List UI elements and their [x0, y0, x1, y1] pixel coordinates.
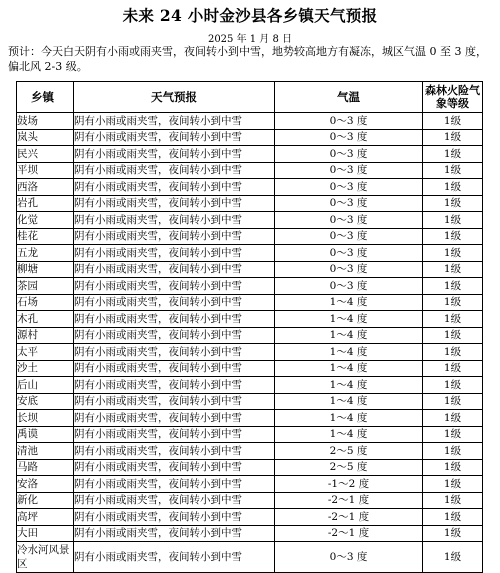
table-row: [17, 228, 483, 245]
town-cell: 民兴: [17, 146, 74, 163]
table-row: [17, 344, 483, 361]
forecast-cell: 阴有小雨或雨夹雪，夜间转小到中雪: [74, 327, 275, 344]
town-cell: 安洛: [17, 476, 74, 493]
header-temperature: 气温: [275, 82, 423, 113]
forecast-cell: 阴有小雨或雨夹雪，夜间转小到中雪: [74, 360, 275, 377]
header-forecast: 天气预报: [74, 82, 275, 113]
table-row: [17, 476, 483, 493]
temperature-cell: 0～3 度: [275, 179, 423, 196]
table-body: [17, 113, 483, 573]
table-row: [17, 509, 483, 526]
temperature-cell: 0～3 度: [275, 261, 423, 278]
fire-risk-cell: 1级: [423, 129, 483, 146]
forecast-cell: 阴有小雨或雨夹雪，夜间转小到中雪: [74, 459, 275, 476]
forecast-summary: 预计：今天白天阴有小雨或雨夹雪，夜间转小到中雪，地势较高地方有凝冻，城区气温 0 至 3 度，偏北风 2-3 级。: [8, 45, 487, 73]
forecast-cell: 阴有小雨或雨夹雪，夜间转小到中雪: [74, 195, 275, 212]
fire-risk-cell: 1级: [423, 294, 483, 311]
table-row: [17, 410, 483, 427]
table-row: [17, 492, 483, 509]
fire-risk-cell: 1级: [423, 113, 483, 130]
fire-risk-cell: 1级: [423, 426, 483, 443]
temperature-cell: 1～4 度: [275, 344, 423, 361]
table-row: [17, 129, 483, 146]
fire-risk-cell: 1级: [423, 377, 483, 394]
fire-risk-cell: 1级: [423, 393, 483, 410]
temperature-cell: 0～3 度: [275, 195, 423, 212]
town-cell: 安底: [17, 393, 74, 410]
forecast-cell: 阴有小雨或雨夹雪，夜间转小到中雪: [74, 129, 275, 146]
table-row: [17, 294, 483, 311]
town-cell: 马路: [17, 459, 74, 476]
fire-risk-cell: 1级: [423, 146, 483, 163]
table-row: [17, 393, 483, 410]
fire-risk-cell: 1级: [423, 459, 483, 476]
temperature-cell: 1～4 度: [275, 393, 423, 410]
town-cell: 平坝: [17, 162, 74, 179]
temperature-cell: 0～3 度: [275, 162, 423, 179]
forecast-cell: 阴有小雨或雨夹雪，夜间转小到中雪: [74, 179, 275, 196]
fire-risk-cell: 1级: [423, 278, 483, 295]
town-cell: 禹谟: [17, 426, 74, 443]
fire-risk-cell: 1级: [423, 476, 483, 493]
temperature-cell: 0～3 度: [275, 129, 423, 146]
forecast-cell: 阴有小雨或雨夹雪，夜间转小到中雪: [74, 525, 275, 542]
town-cell: 源村: [17, 327, 74, 344]
town-cell: 岚头: [17, 129, 74, 146]
temperature-cell: -1～2 度: [275, 476, 423, 493]
fire-risk-cell: 1级: [423, 228, 483, 245]
header-town: 乡镇: [17, 82, 74, 113]
table-row: [17, 195, 483, 212]
table-row: [17, 245, 483, 262]
forecast-cell: 阴有小雨或雨夹雪，夜间转小到中雪: [74, 212, 275, 229]
forecast-cell: 阴有小雨或雨夹雪，夜间转小到中雪: [74, 311, 275, 328]
forecast-cell: 阴有小雨或雨夹雪，夜间转小到中雪: [74, 344, 275, 361]
temperature-cell: 1～4 度: [275, 327, 423, 344]
forecast-cell: 阴有小雨或雨夹雪，夜间转小到中雪: [74, 146, 275, 163]
forecast-cell: 阴有小雨或雨夹雪，夜间转小到中雪: [74, 228, 275, 245]
town-cell: 后山: [17, 377, 74, 394]
temperature-cell: 0～3 度: [275, 113, 423, 130]
table-row: [17, 212, 483, 229]
forecast-cell: 阴有小雨或雨夹雪，夜间转小到中雪: [74, 377, 275, 394]
temperature-cell: 0～3 度: [275, 228, 423, 245]
fire-risk-cell: 1级: [423, 311, 483, 328]
fire-risk-cell: 1级: [423, 492, 483, 509]
fire-risk-cell: 1级: [423, 360, 483, 377]
town-cell: 沙土: [17, 360, 74, 377]
forecast-cell: 阴有小雨或雨夹雪，夜间转小到中雪: [74, 113, 275, 130]
temperature-cell: -2～1 度: [275, 492, 423, 509]
table-row: [17, 261, 483, 278]
temperature-cell: 2～5 度: [275, 443, 423, 460]
temperature-cell: -2～1 度: [275, 525, 423, 542]
fire-risk-cell: 1级: [423, 162, 483, 179]
forecast-cell: 阴有小雨或雨夹雪，夜间转小到中雪: [74, 476, 275, 493]
town-cell: 石场: [17, 294, 74, 311]
forecast-cell: 阴有小雨或雨夹雪，夜间转小到中雪: [74, 509, 275, 526]
fire-risk-cell: 1级: [423, 410, 483, 427]
fire-risk-cell: 1级: [423, 245, 483, 262]
table-row: [17, 327, 483, 344]
table-row: [17, 426, 483, 443]
table-row: [17, 179, 483, 196]
fire-risk-cell: 1级: [423, 212, 483, 229]
table-row: [17, 113, 483, 130]
forecast-cell: 阴有小雨或雨夹雪，夜间转小到中雪: [74, 410, 275, 427]
forecast-date: 2025 年 1 月 8 日: [207, 34, 293, 45]
table-row: [17, 360, 483, 377]
table-row: [17, 311, 483, 328]
table-row: [17, 278, 483, 295]
town-cell: 西洛: [17, 179, 74, 196]
forecast-cell: 阴有小雨或雨夹雪，夜间转小到中雪: [74, 492, 275, 509]
fire-risk-cell: 1级: [423, 261, 483, 278]
temperature-cell: 1～4 度: [275, 410, 423, 427]
fire-risk-cell: 1级: [423, 327, 483, 344]
town-cell: 化觉: [17, 212, 74, 229]
temperature-cell: 0～3 度: [275, 542, 423, 573]
temperature-cell: 0～3 度: [275, 146, 423, 163]
forecast-cell: 阴有小雨或雨夹雪，夜间转小到中雪: [74, 294, 275, 311]
town-cell: 五龙: [17, 245, 74, 262]
table-row: [17, 162, 483, 179]
temperature-cell: 1～4 度: [275, 377, 423, 394]
temperature-cell: 1～4 度: [275, 311, 423, 328]
town-cell: 茶园: [17, 278, 74, 295]
forecast-cell: 阴有小雨或雨夹雪，夜间转小到中雪: [74, 393, 275, 410]
temperature-cell: 2～5 度: [275, 459, 423, 476]
forecast-cell: 阴有小雨或雨夹雪，夜间转小到中雪: [74, 426, 275, 443]
table-row: [17, 443, 483, 460]
table-row: [17, 525, 483, 542]
town-cell: 冷水河风景区: [17, 542, 74, 573]
town-cell: 桂花: [17, 228, 74, 245]
table-row: [17, 377, 483, 394]
town-cell: 高坪: [17, 509, 74, 526]
town-cell: 清池: [17, 443, 74, 460]
temperature-cell: 0～3 度: [275, 245, 423, 262]
fire-risk-cell: 1级: [423, 542, 483, 573]
town-cell: 鼓场: [17, 113, 74, 130]
forecast-cell: 阴有小雨或雨夹雪，夜间转小到中雪: [74, 443, 275, 460]
forecast-cell: 阴有小雨或雨夹雪，夜间转小到中雪: [74, 162, 275, 179]
forecast-cell: 阴有小雨或雨夹雪，夜间转小到中雪: [74, 542, 275, 573]
forecast-cell: 阴有小雨或雨夹雪，夜间转小到中雪: [74, 278, 275, 295]
temperature-cell: 1～4 度: [275, 360, 423, 377]
town-cell: 木孔: [17, 311, 74, 328]
town-cell: 岩孔: [17, 195, 74, 212]
town-cell: 柳塘: [17, 261, 74, 278]
forecast-cell: 阴有小雨或雨夹雪，夜间转小到中雪: [74, 245, 275, 262]
header-fire-risk: 森林火险气象等级: [423, 82, 483, 113]
page-title: 未来 24 小时金沙县各乡镇天气预报: [122, 6, 378, 25]
temperature-cell: 1～4 度: [275, 294, 423, 311]
fire-risk-cell: 1级: [423, 195, 483, 212]
fire-risk-cell: 1级: [423, 179, 483, 196]
table-header-row: [17, 82, 483, 113]
forecast-table: [16, 81, 483, 573]
temperature-cell: -2～1 度: [275, 509, 423, 526]
town-cell: 太平: [17, 344, 74, 361]
table-row: [17, 146, 483, 163]
temperature-cell: 0～3 度: [275, 212, 423, 229]
fire-risk-cell: 1级: [423, 443, 483, 460]
temperature-cell: 0～3 度: [275, 278, 423, 295]
town-cell: 新化: [17, 492, 74, 509]
table-row: [17, 542, 483, 573]
fire-risk-cell: 1级: [423, 525, 483, 542]
town-cell: 大田: [17, 525, 74, 542]
town-cell: 长坝: [17, 410, 74, 427]
fire-risk-cell: 1级: [423, 509, 483, 526]
temperature-cell: 1～4 度: [275, 426, 423, 443]
fire-risk-cell: 1级: [423, 344, 483, 361]
table-row: [17, 459, 483, 476]
forecast-cell: 阴有小雨或雨夹雪，夜间转小到中雪: [74, 261, 275, 278]
